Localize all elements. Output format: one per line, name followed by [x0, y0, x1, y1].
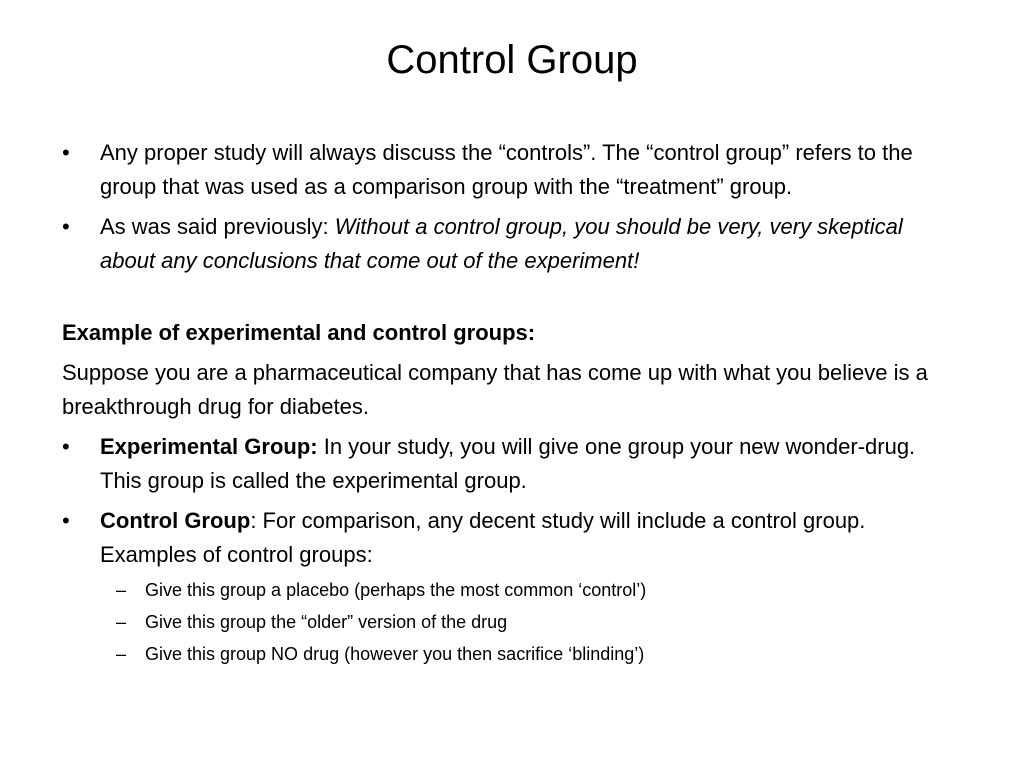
sub-bullet-text: Give this group the “older” version of the drug — [145, 612, 508, 632]
bullet-text: Any proper study will always discuss the “controls”. The “control group” refers to the group that was used as a comparison group with the “treatment” group. — [100, 140, 913, 199]
bullet-item — [62, 210, 962, 278]
bullet-text: : For comparison, any decent study will include a control group. Examples of control groups: — [100, 508, 866, 567]
bullet-bold-label: Experimental Group: — [100, 434, 318, 459]
sub-bullet-item — [62, 642, 962, 667]
bullet-marker: • — [62, 434, 70, 459]
dash-marker: – — [116, 580, 127, 600]
bullet-marker: • — [62, 140, 70, 165]
slide-title: Control Group — [386, 38, 638, 82]
bullet-text: In your study, you will give one group your new wonder-drug. This group is called the experimental group. — [100, 434, 916, 493]
sub-bullet-item — [62, 610, 962, 635]
bullet-marker: • — [62, 508, 70, 533]
sub-bullet-list — [62, 578, 962, 667]
bullet-item — [62, 430, 962, 498]
sub-bullet-text: Give this group a placebo (perhaps the most common ‘control’) — [145, 580, 647, 600]
bullet-bold-label: Control Group — [100, 508, 251, 533]
bullet-marker: • — [62, 214, 70, 239]
bullet-item — [62, 136, 962, 204]
bullet-text-prefix: As was said previously: — [100, 214, 335, 239]
dash-marker: – — [116, 612, 127, 632]
sub-bullet-item — [62, 578, 962, 603]
example-heading: Example of experimental and control groups: — [62, 320, 536, 345]
dash-marker: – — [116, 644, 127, 664]
bullet-text-italic: Without a control group, you should be very, very skeptical about any conclusions that come out of the experiment! — [100, 214, 903, 273]
bullet-item — [62, 504, 962, 572]
sub-bullet-text: Give this group NO drug (however you then sacrifice ‘blinding’) — [145, 644, 645, 664]
slide-content — [62, 136, 962, 674]
example-paragraph: Suppose you are a pharmaceutical company that has come up with what you believe is a breakthrough drug for diabetes. — [62, 360, 928, 419]
